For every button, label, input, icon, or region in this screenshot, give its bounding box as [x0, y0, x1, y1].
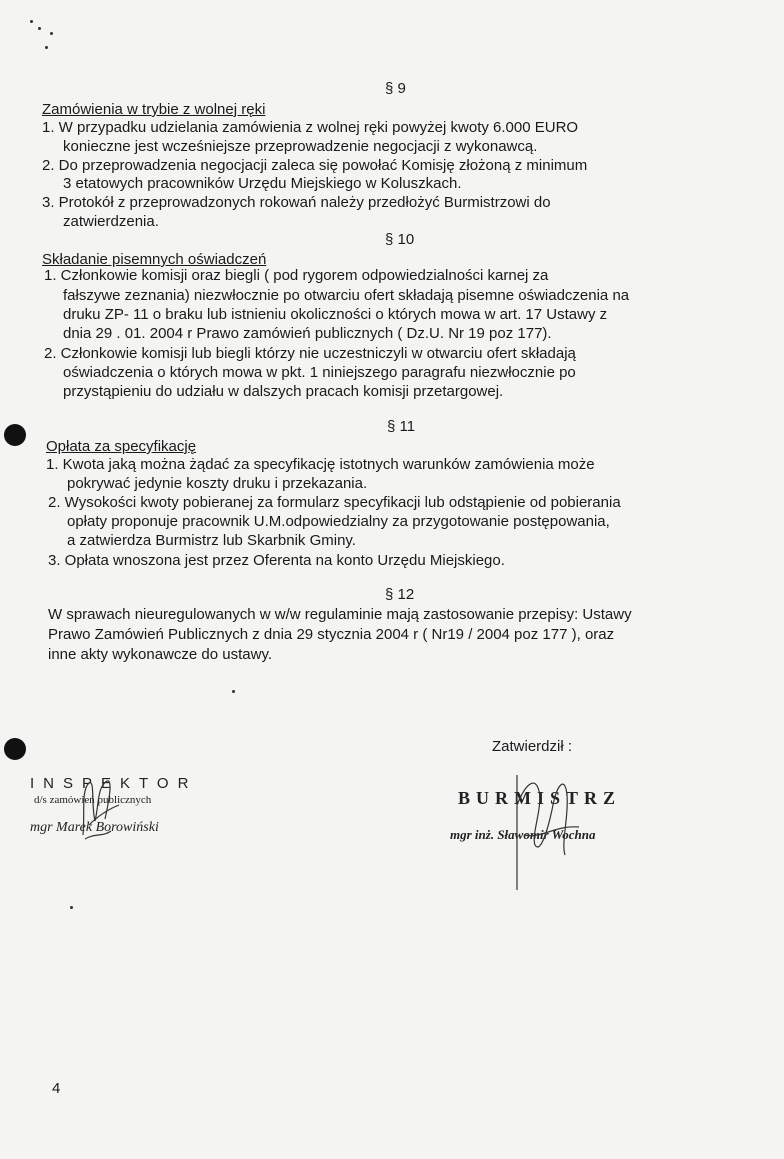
section-10-line: 2. Członkowie komisji lub biegli którzy nie uczestniczyli w otwarciu ofert składają — [44, 345, 576, 362]
approval-label: Zatwierdził : — [492, 738, 573, 755]
section-9-line: konieczne jest wcześniejsze przeprowadzenie negocjacji z wykonawcą. — [63, 138, 538, 155]
section-9-heading: Zamówienia w trybie z wolnej ręki — [42, 101, 266, 118]
inspector-signature — [75, 775, 135, 845]
section-9-line: 2. Do przeprowadzenia negocjacji zaleca się powołać Komisję złożoną z minimum — [42, 157, 588, 174]
section-11-line: pokrywać jedynie koszty druku i przekazania. — [67, 475, 368, 492]
section-10-line: druku ZP- 11 o braku lub istnieniu okoliczności o których mowa w art. 17 Ustawy z — [63, 306, 608, 323]
stamp-subtitle: d/s zamówień publicznych — [34, 794, 152, 806]
scan-speck — [30, 20, 33, 23]
section-9-line: zatwierdzenia. — [63, 213, 159, 230]
section-10-line: fałszywe zeznania) niezwłocznie po otwarciu ofert składają pisemne oświadczenia na — [63, 287, 630, 304]
punch-hole — [4, 738, 26, 760]
section-11-line: 1. Kwota jaką można żądać za specyfikację istotnych warunków zamówienia może — [46, 456, 595, 473]
section-9-line: 3. Protokół z przeprowadzonych rokowań należy przedłożyć Burmistrzowi do — [42, 194, 551, 211]
scan-speck — [38, 27, 41, 30]
mayor-signature — [495, 765, 585, 895]
stamp-name: mgr inż. Sławomir Wochna — [450, 827, 596, 842]
section-11-line: opłaty proponuje pracownik U.M.odpowiedzialny za przygotowanie postępowania, — [67, 513, 610, 530]
scan-speck — [45, 46, 48, 49]
scan-speck — [50, 32, 53, 35]
section-9-number: § 9 — [385, 80, 406, 97]
section-10-line: dnia 29 . 01. 2004 r Prawo zamówień publicznych ( Dz.U. Nr 19 poz 177). — [63, 325, 552, 342]
section-11-line: 3. Opłata wnoszona jest przez Oferenta na konto Urzędu Miejskiego. — [48, 552, 505, 569]
stamp-title: INSPEKTOR — [30, 775, 198, 792]
section-12-line: inne akty wykonawcze do ustawy. — [48, 646, 272, 663]
section-12-number: § 12 — [385, 586, 415, 603]
section-12-line: Prawo Zamówień Publicznych z dnia 29 stycznia 2004 r ( Nr19 / 2004 poz 177 ), oraz — [48, 626, 615, 643]
section-10-number: § 10 — [385, 231, 415, 248]
stamp-title: BURMISTRZ — [458, 788, 622, 808]
punch-hole — [4, 424, 26, 446]
section-10-line: 1. Członkowie komisji oraz biegli ( pod rygorem odpowiedzialności karnej za — [44, 267, 549, 284]
section-11-heading: Opłata za specyfikację — [46, 438, 197, 455]
section-11-number: § 11 — [387, 418, 416, 435]
section-11-line: a zatwierdza Burmistrz lub Skarbnik Gminy. — [67, 532, 356, 549]
section-12-line: W sprawach nieuregulowanych w w/w regulaminie mają zastosowanie przepisy: Ustawy — [48, 606, 632, 623]
page-number: 4 — [52, 1080, 61, 1097]
section-10-line: przystąpieniu do udziału w dalszych pracach komisji przetargowej. — [63, 383, 504, 400]
section-10-line: oświadczenia o których mowa w pkt. 1 niniejszego paragrafu niezwłocznie po — [63, 364, 576, 381]
section-9-line: 1. W przypadku udzielania zamówienia z wolnej ręki powyżej kwoty 6.000 EURO — [42, 119, 579, 136]
section-9-line: 3 etatowych pracowników Urzędu Miejskiego w Koluszkach. — [63, 175, 462, 192]
stamp-name: mgr Marek Borowiński — [30, 820, 159, 835]
scan-speck — [232, 690, 235, 693]
scan-speck — [70, 906, 73, 909]
section-11-line: 2. Wysokości kwoty pobieranej za formularz specyfikacji lub odstąpienie od pobierania — [48, 494, 621, 511]
section-10-heading: Składanie pisemnych oświadczeń — [42, 251, 267, 268]
